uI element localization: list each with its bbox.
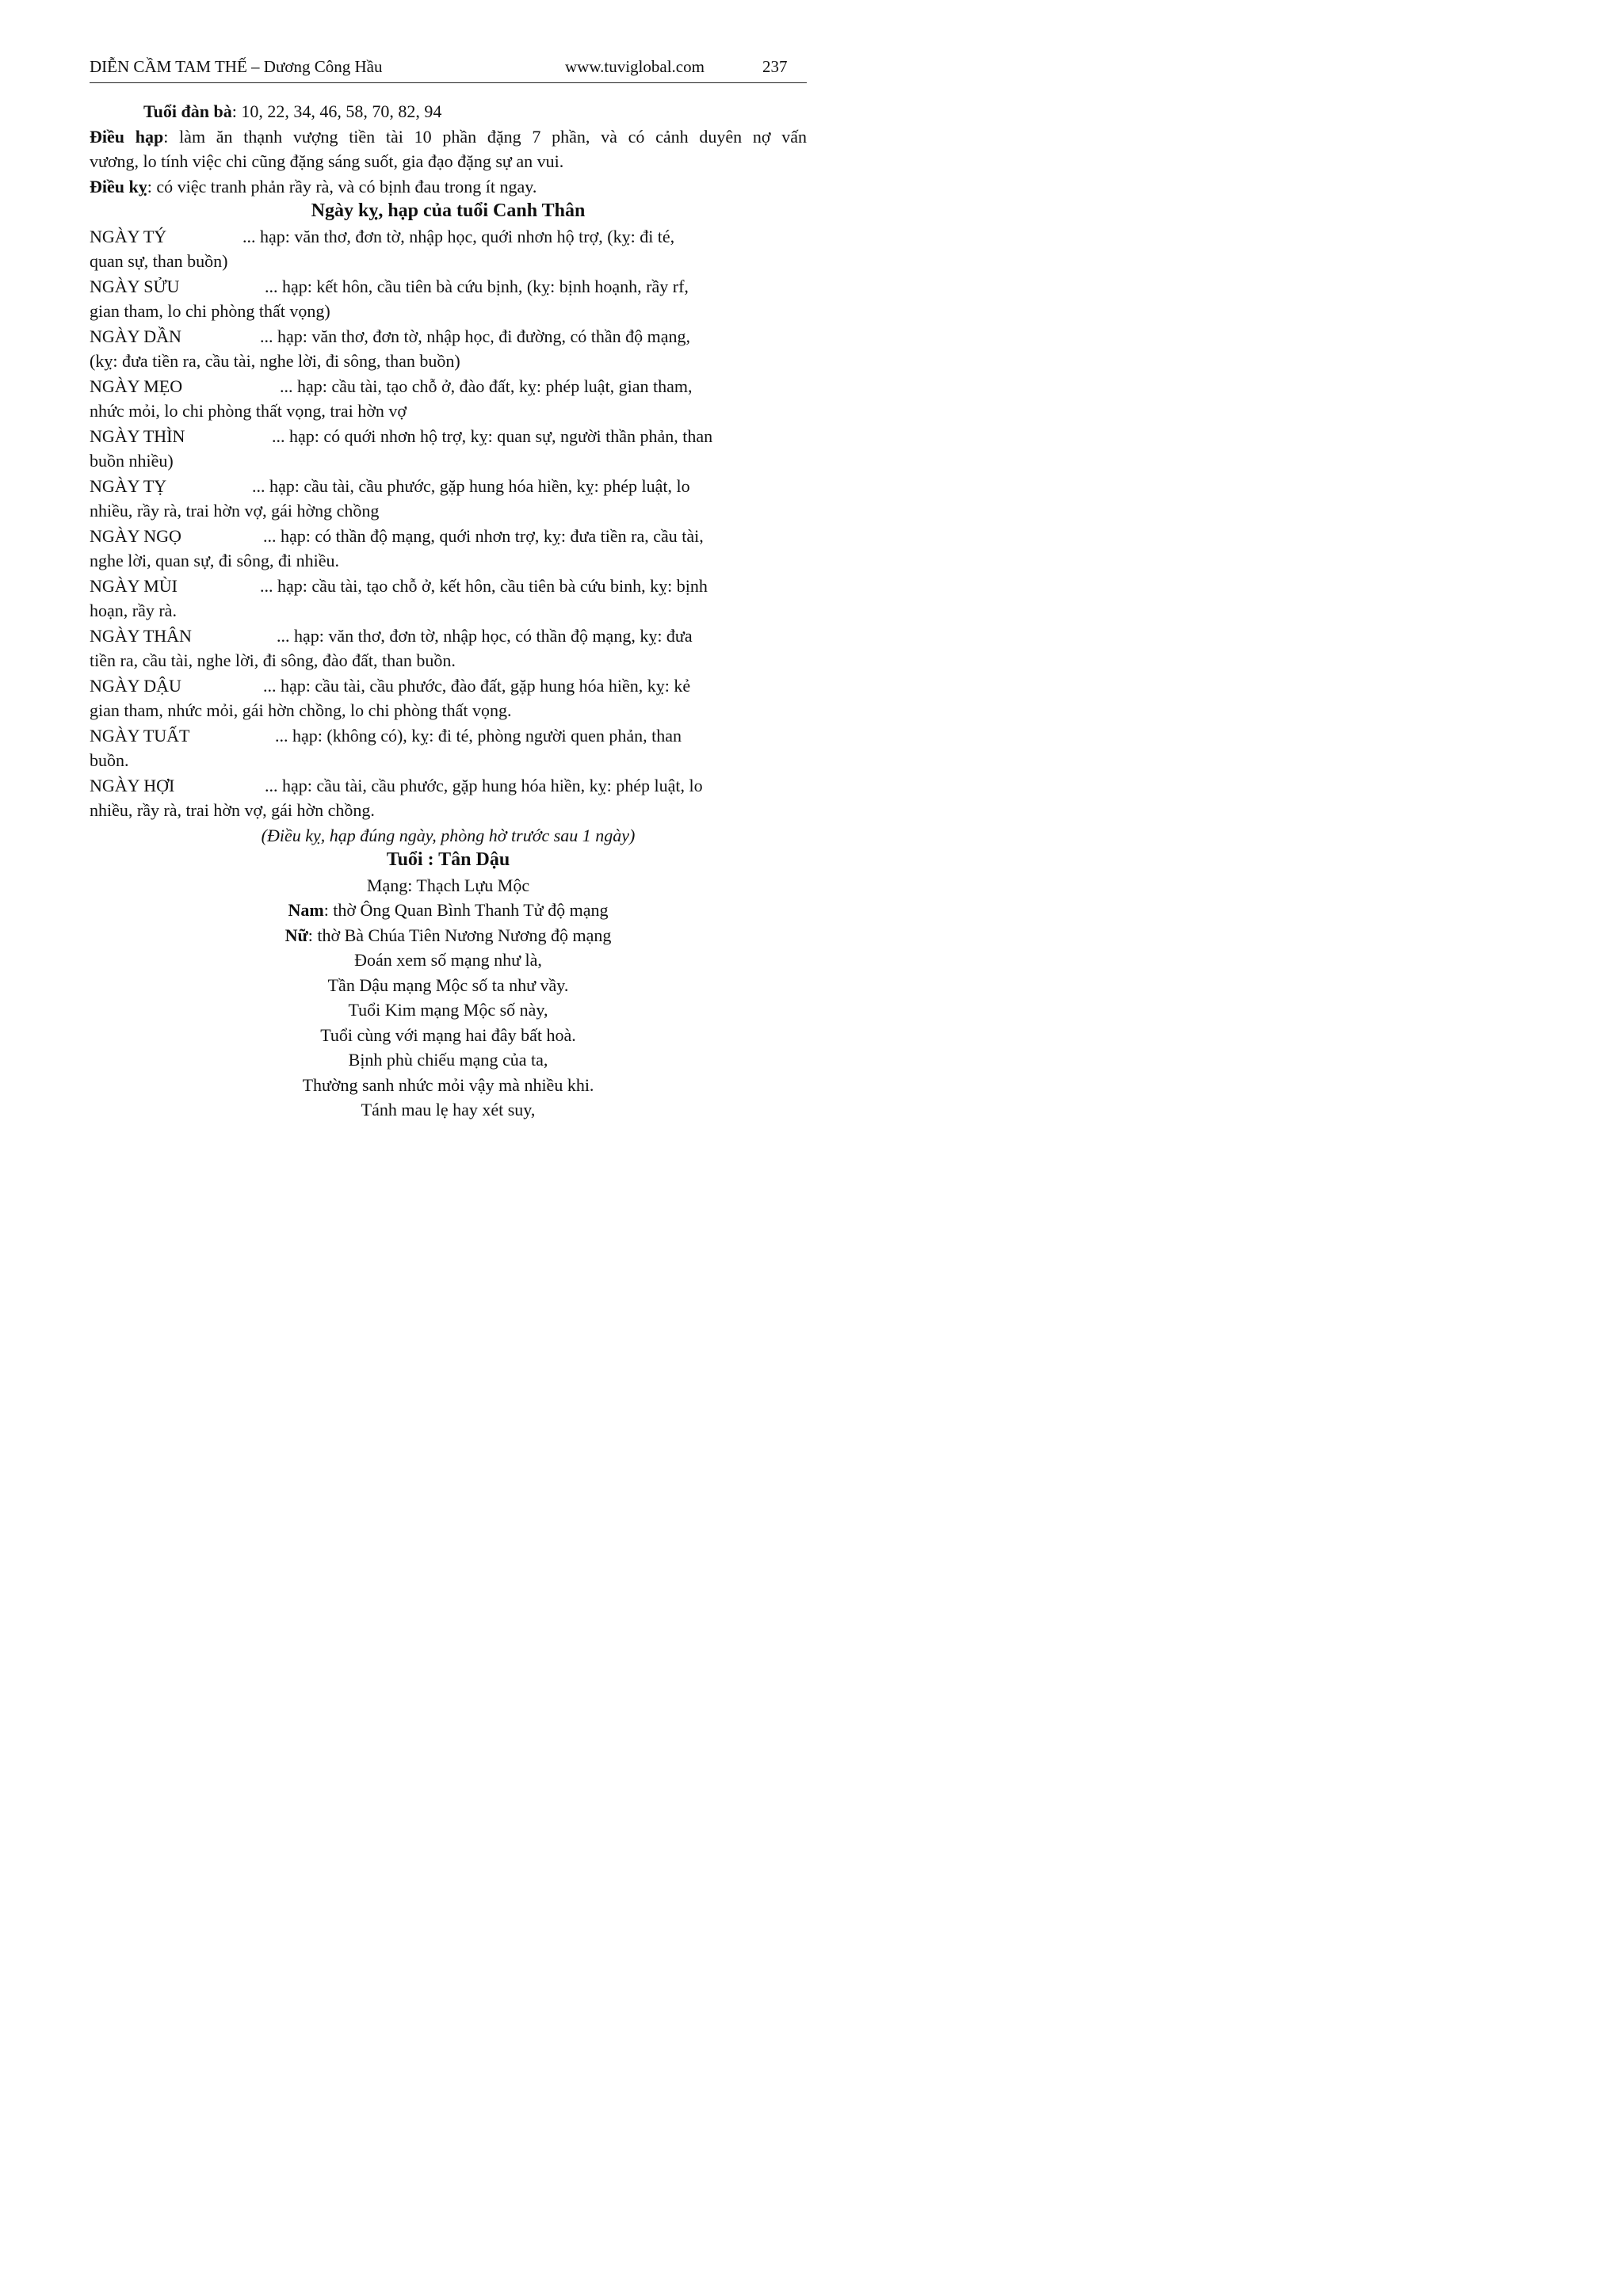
day-text-line-1: ... hạp: cầu tài, cầu phước, đào đất, gặp hung hóa hiền, kỵ: kẻ: [263, 675, 691, 696]
day-name: NGÀY TÝ: [90, 226, 167, 246]
day-text-line-2: gian tham, nhức mỏi, gái hờn chồng, lo chi phòng thất vọng.: [90, 700, 512, 720]
day-text-line-2: gian tham, lo chi phòng thất vọng): [90, 301, 330, 321]
verse-line: Tần Dậu mạng Mộc số ta như vầy.: [327, 974, 569, 995]
day-text-line-1: ... hạp: cầu tài, tạo chỗ ở, kết hôn, cầu tiên bà cứu binh, kỵ: bịnh: [260, 575, 708, 596]
page-number: 237: [762, 57, 788, 76]
women-age-label: Tuổi đàn bà: [143, 101, 232, 121]
day-text-line-2: nhức mỏi, lo chi phòng thất vọng, trai hờn vợ: [90, 401, 407, 421]
day-entry-meo: [90, 374, 807, 424]
day-text-line-2: (kỵ: đưa tiền ra, cầu tài, nghe lời, đi sông, than buồn): [90, 351, 460, 371]
day-name: NGÀY SỬU: [90, 276, 180, 296]
verse-line: Bịnh phù chiếu mạng của ta,: [348, 1050, 548, 1070]
page-header: [90, 51, 807, 83]
day-text-line-2: nghe lời, quan sự, đi sông, đi nhiều.: [90, 551, 340, 570]
day-entry-tuat: [90, 723, 807, 773]
day-text-line-2: tiền ra, cầu tài, nghe lời, đi sông, đào đất, than buồn.: [90, 650, 456, 670]
day-text-line-2: buồn.: [90, 750, 129, 770]
day-name: NGÀY HỢI: [90, 775, 175, 795]
dieu-hap-label: Điều hạp: [90, 126, 164, 147]
verse-line: Đoán xem số mạng như là,: [354, 950, 542, 970]
day-entry-ty: [90, 224, 807, 274]
website-url: www.tuviglobal.com: [565, 57, 705, 76]
women-age-values: : 10, 22, 34, 46, 58, 70, 82, 94: [231, 101, 442, 121]
day-text-line-1: ... hạp: có thần độ mạng, quới nhơn trợ, kỵ: đưa tiền ra, cầu tài,: [263, 525, 704, 546]
day-entry-hoi: [90, 773, 807, 823]
verse-line: Tuổi Kim mạng Mộc số này,: [348, 1000, 548, 1020]
nam-label: Nam: [288, 900, 324, 920]
day-entry-ti: [90, 474, 807, 524]
day-name: NGÀY TỴ: [90, 475, 167, 496]
day-text-line-1: ... hạp: kết hôn, cầu tiên bà cứu bịnh, (kỵ: bịnh hoạnh, rầy rf,: [265, 276, 689, 296]
nu-line: [90, 923, 807, 948]
day-text-line-1: ... hạp: (không có), kỵ: đi té, phòng người quen phản, than: [275, 725, 682, 746]
day-name: NGÀY THÌN: [90, 425, 185, 446]
dieu-hap-line-2: vương, lo tính việc chi cũng đặng sáng suốt, gia đạo đặng sự an vui.: [90, 151, 564, 171]
day-name: NGÀY MÙI: [90, 575, 178, 596]
dieu-hap-text-1: : làm ăn thạnh vượng tiền tài 10 phần đặng 7 phần, và có cảnh duyên nợ vấn: [163, 126, 807, 147]
day-text-line-1: ... hạp: văn thơ, đơn tờ, nhập học, quới nhơn hộ trợ, (kỵ: đi té,: [242, 226, 675, 246]
verse-line: Tánh mau lẹ hay xét suy,: [361, 1100, 536, 1119]
day-text-line-1: ... hạp: cầu tài, cầu phước, gặp hung hóa hiền, kỵ: phép luật, lo: [265, 775, 703, 795]
women-age-line: [90, 99, 807, 124]
dieu-ky-text: : có việc tranh phản rầy rà, và có bịnh đau trong ít ngay.: [147, 176, 537, 196]
day-name: NGÀY NGỌ: [90, 525, 181, 546]
nam-text: : thờ Ông Quan Bình Thanh Tử độ mạng: [323, 900, 609, 920]
dieu-hap-line-1: [90, 124, 807, 150]
day-entry-dau: [90, 673, 807, 723]
dieu-ky-line: [90, 174, 807, 200]
verse-line: Thường sanh nhức mỏi vậy mà nhiều khi.: [302, 1074, 594, 1095]
day-entry-ngo: [90, 524, 807, 574]
dieu-ky-label: Điều kỵ: [90, 176, 147, 196]
nam-line: [90, 898, 807, 923]
day-text-line-1: ... hạp: có quới nhơn hộ trợ, kỵ: quan sự, người thần phản, than: [272, 425, 713, 446]
book-title: DIỄN CẦM TAM THẾ – Dương Công Hầu: [90, 57, 383, 76]
day-text-line-2: buồn nhiều): [90, 451, 174, 471]
day-text-line-1: ... hạp: văn thơ, đơn tờ, nhập học, đi đường, có thần độ mạng,: [260, 326, 690, 346]
day-entry-than: [90, 624, 807, 673]
day-entry-suu: [90, 274, 807, 324]
mang-line: Mạng: Thạch Lựu Mộc: [366, 875, 530, 895]
verse-line: Tuổi cùng với mạng hai đây bất hoà.: [320, 1024, 576, 1045]
nu-text: : thờ Bà Chúa Tiên Nương Nương độ mạng: [307, 925, 612, 945]
day-entry-dan: [90, 324, 807, 374]
day-text-line-1: ... hạp: cầu tài, cầu phước, gặp hung hóa hiền, kỵ: phép luật, lo: [252, 475, 690, 496]
day-text-line-1: ... hạp: cầu tài, tạo chỗ ở, đào đất, kỵ: phép luật, gian tham,: [280, 376, 693, 396]
page-body: [90, 99, 807, 1123]
day-name: NGÀY MẸO: [90, 376, 183, 396]
tan-dau-title: Tuổi : Tân Dậu: [386, 849, 510, 870]
day-text-line-2: hoạn, rầy rà.: [90, 601, 177, 620]
day-text-line-2: nhiều, rầy rà, trai hờn vợ, gái hờn chồng.: [90, 800, 375, 820]
day-name: NGÀY DẦN: [90, 326, 181, 346]
day-text-line-2: nhiều, rầy rà, trai hờn vợ, gái hờng chồng: [90, 501, 380, 521]
day-text-line-2: quan sự, than buồn): [90, 251, 228, 271]
day-entry-mui: [90, 574, 807, 624]
days-note: (Điều kỵ, hạp đúng ngày, phòng hờ trước sau 1 ngày): [261, 825, 636, 845]
day-text-line-1: ... hạp: văn thơ, đơn tờ, nhập học, có thần độ mạng, kỵ: đưa: [277, 625, 693, 646]
nu-label: Nữ: [285, 925, 308, 945]
day-name: NGÀY THÂN: [90, 625, 192, 646]
day-name: NGÀY DẬU: [90, 675, 181, 696]
day-entry-thin: [90, 424, 807, 474]
days-section-title: Ngày kỵ, hạp của tuổi Canh Thân: [311, 200, 586, 221]
day-name: NGÀY TUẤT: [90, 725, 190, 746]
